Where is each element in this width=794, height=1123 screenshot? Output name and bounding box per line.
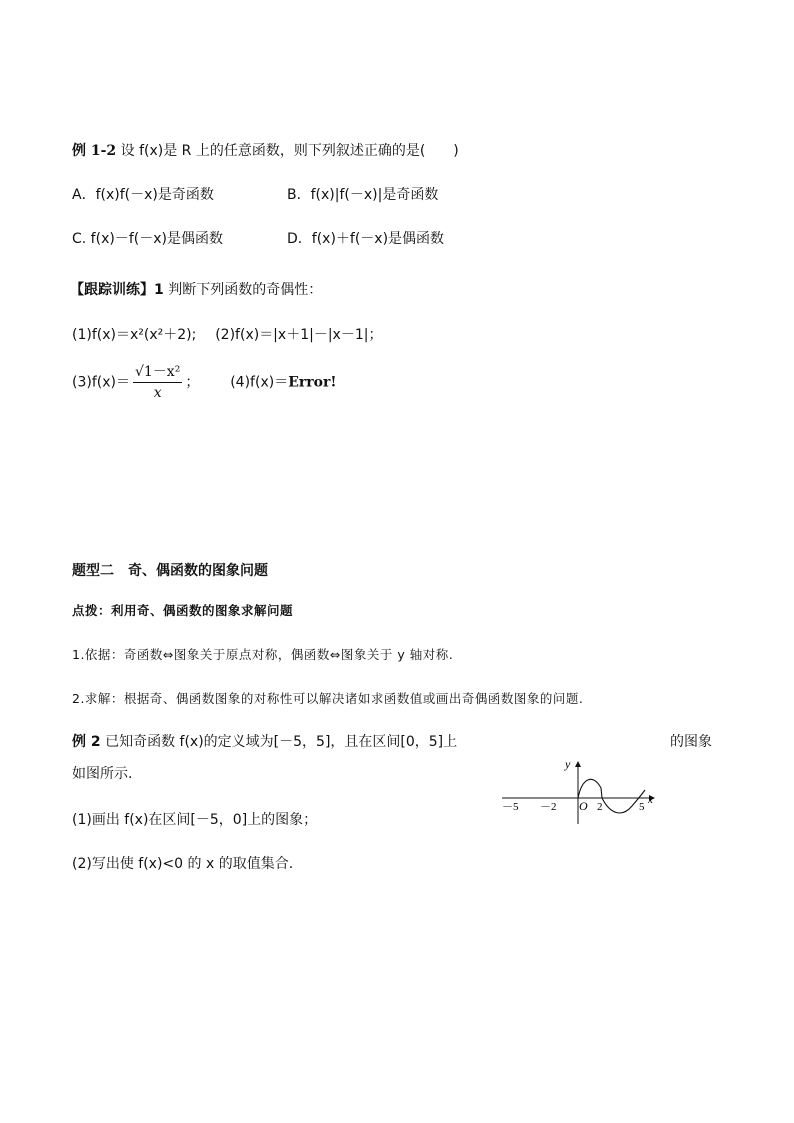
practice-heading-line: [70, 280, 322, 300]
function-graph: [498, 756, 663, 828]
tick-label-neg5: －5: [502, 801, 519, 813]
example-2-stem: [72, 732, 457, 752]
option-d: [287, 229, 444, 249]
option-b: [287, 185, 438, 205]
practice-item-4-prefix: (4)f(x)＝: [230, 374, 289, 391]
option-c: [72, 229, 223, 249]
y-axis-label: y: [565, 757, 571, 771]
tip-solve: 2.求解：根据奇、偶函数图象的对称性可以解决诸如求函数值或画出奇偶函数图象的问题.: [72, 691, 584, 706]
function-curve: [578, 779, 645, 813]
option-b-text: B．f(x)|f(－x)|是奇函数: [287, 187, 439, 203]
practice-item-4-value: Error!: [288, 374, 337, 391]
example-stem-text: 设 f(x)是 R 上的任意函数，则下列叙述正确的是( ): [120, 143, 459, 159]
practice-item-3-suffix: ；: [185, 374, 200, 391]
fraction-denominator: x: [153, 385, 162, 401]
example-2-question-1: (1)画出 f(x)在区间[－5，0]上的图象；: [72, 812, 318, 828]
tick-label-neg2: －2: [540, 801, 557, 813]
example-2-label: 例 2: [72, 734, 101, 750]
practice-item-1: (1)f(x)＝x²(x²＋2);: [72, 327, 197, 343]
example-label: 例 1-2: [72, 143, 117, 159]
example-2-stem-right: 的图象: [670, 734, 712, 750]
tick-label-5: 5: [639, 801, 645, 813]
x-axis-label: x: [648, 794, 653, 806]
practice-item-3-prefix: (3)f(x)＝: [72, 374, 130, 391]
practice-heading: 【跟踪训练】1: [70, 282, 164, 298]
example-2-stem-line2: 如图所示.: [72, 766, 133, 782]
example-1-2-stem: [72, 141, 459, 161]
tip-basis: 1.依据：奇函数⇔图象关于原点对称，偶函数⇔图象关于 y 轴对称.: [72, 647, 454, 662]
practice-items-3-4: [72, 362, 336, 403]
option-a: [72, 185, 214, 205]
example-2-stem-left: 已知奇函数 f(x)的定义域为[－5，5]，且在区间[0，5]上: [105, 734, 458, 750]
fraction-numerator: √1－x²: [133, 362, 182, 383]
option-a-text: A．f(x)f(－x)是奇函数: [72, 187, 214, 203]
practice-item-2: (2)f(x)＝|x＋1|－|x－1|；: [215, 327, 383, 343]
option-c-text: C. f(x)－f(－x)是偶函数: [72, 231, 223, 247]
practice-prompt: 判断下列函数的奇偶性：: [168, 282, 323, 298]
origin-label: O: [579, 799, 588, 813]
tip-title: 点拨：利用奇、偶函数的图象求解问题: [72, 603, 294, 618]
practice-item-3-fraction: [133, 362, 182, 403]
option-d-text: D．f(x)＋f(－x)是偶函数: [287, 231, 445, 247]
tick-label-2: 2: [597, 801, 603, 813]
practice-items-1-2: [72, 325, 382, 345]
example-2-question-2: (2)写出使 f(x)<0 的 x 的取值集合.: [72, 856, 294, 872]
type2-heading: 题型二 奇、偶函数的图象问题: [72, 563, 268, 579]
